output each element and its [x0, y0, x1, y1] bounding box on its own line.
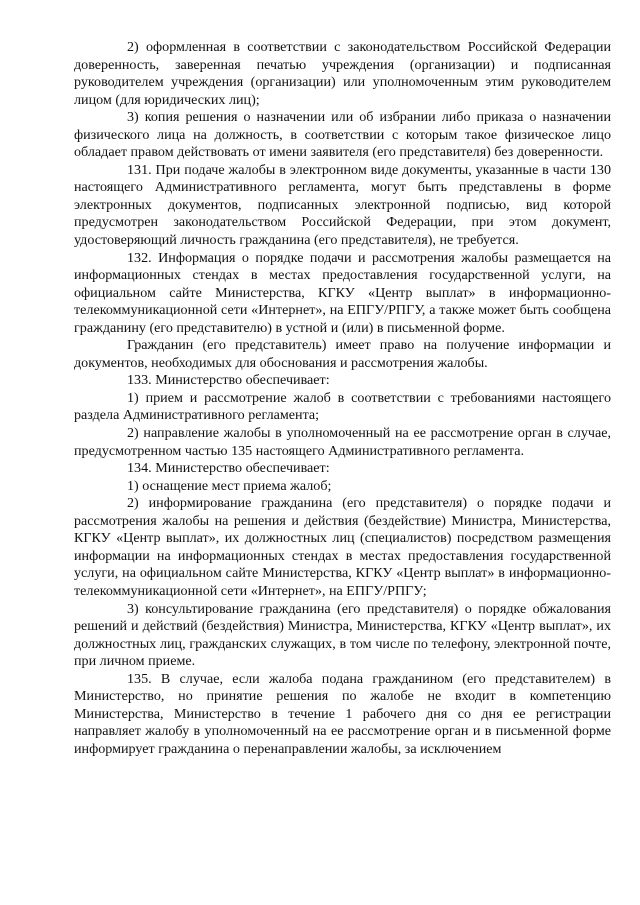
paragraph-131: 131. При подаче жалобы в электронном виде документы, указанные в части 130 настоящего Административного регламента, могут быть представлены в форме электронных документов, подписанных электронной подписью, вид которой предусмотрен законодательством Российской Федерации, при этом документ, удостоверяющий личность гражданина (его представителя), не требуется.: [74, 161, 611, 249]
paragraph-appointment-copy: 3) копия решения о назначении или об избрании либо приказа о назначении физического лица на должность, в соответствии с которым такое физическое лицо обладает правом действовать от имени заявителя (его представителя) без доверенности.: [74, 109, 611, 161]
paragraph-citizen-right: Гражданин (его представитель) имеет право на получение информации и документов, необходимых для обоснования и рассмотрения жалобы.: [74, 337, 611, 371]
paragraph-133: 133. Министерство обеспечивает:: [127, 372, 330, 389]
paragraph-134-item-3: 3) консультирование гражданина (его представителя) о порядке обжалования решений и действий (бездействия) Министра, Министерства, КГКУ «Центр выплат», их должностных лиц, гражданских служащих, в том числе по телефону, электронной почте, при личном приеме.: [74, 600, 611, 670]
paragraph-134-item-1: 1) оснащение мест приема жалоб;: [127, 477, 332, 494]
paragraph-133-item-1: 1) прием и рассмотрение жалоб в соответствии с требованиями настоящего раздела Административного регламента;: [74, 389, 611, 424]
paragraph-134: 134. Министерство обеспечивает:: [127, 460, 330, 477]
paragraph-power-of-attorney: 2) оформленная в соответствии с законодательством Российской Федерации доверенность, заверенная печатью учреждения (организации) и подписанная руководителем учреждения (организации) или уполномоченным этим руководителем лицом (для юридических лиц);: [74, 39, 611, 108]
paragraph-133-item-2: 2) направление жалобы в уполномоченный на ее рассмотрение орган в случае, предусмотренном частью 135 настоящего Административного регламента.: [74, 425, 611, 459]
paragraph-135: 135. В случае, если жалоба подана гражданином (его представителем) в Министерство, но принятие решения по жалобе не входит в компетенцию Министерства, Министерство в течение 1 рабочего дня со дня ее регистрации направляет жалобу в уполномоченный на ее рассмотрение орган и в письменной форме информирует гражданина о перенаправлении жалобы, за исключением: [74, 670, 611, 757]
paragraph-132: 132. Информация о порядке подачи и рассмотрения жалобы размещается на информационных стендах в местах предоставления государственной услуги, на официальном сайте Министерства, КГКУ «Центр выплат» в информационно-телекоммуникационной сети «Интернет», на ЕПГУ/РПГУ, а также может быть сообщена гражданину (его представителю) в устной и (или) в письменной форме.: [74, 249, 611, 336]
paragraph-134-item-2: 2) информирование гражданина (его представителя) о порядке подачи и рассмотрения жалобы на решения и действия (бездействие) Министра, Министерства, КГКУ «Центр выплат», их должностных лиц (специалистов) посредством размещения информации на информационных стендах в местах предоставления государственной услуги, на официальном сайте Министерства, КГКУ «Центр выплат» в информационно-телекоммуникационной сети «Интернет», на ЕПГУ/РПГУ;: [74, 495, 611, 599]
document-page: [74, 39, 611, 758]
